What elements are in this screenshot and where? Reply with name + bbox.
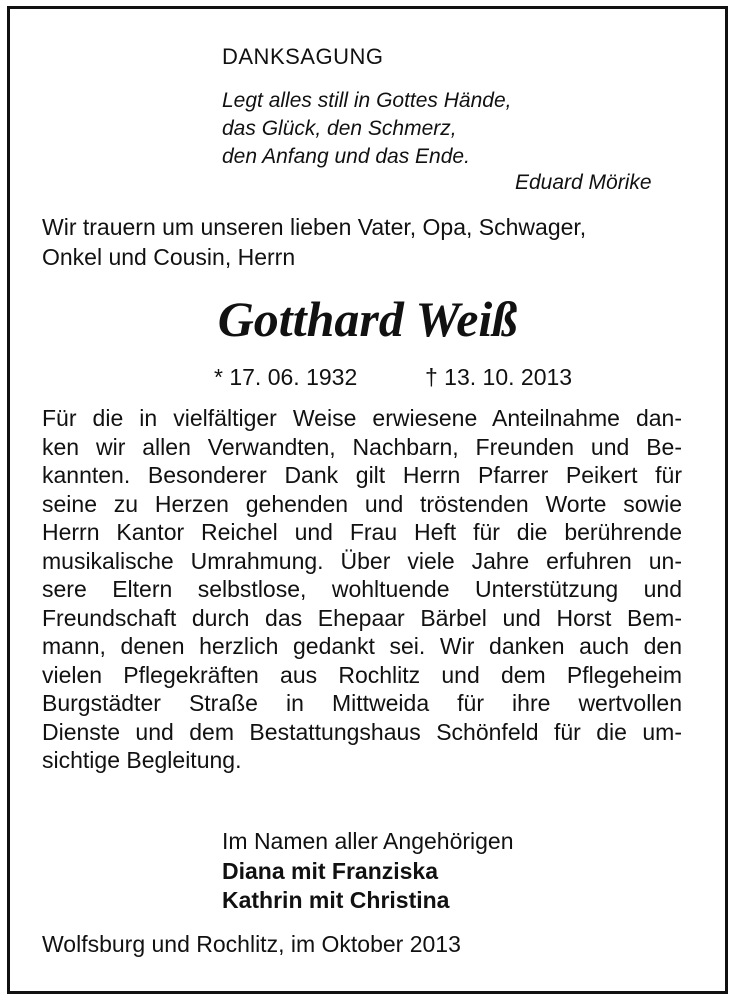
signature-intro: Im Namen aller Angehörigen — [222, 828, 514, 854]
paragraph-line: Freundschaft durch das Ehepaar Bärbel und Horst Bem- — [42, 604, 682, 631]
paragraph-line: vielen Pflegekräften aus Rochlitz und dem Pflegeheim — [42, 661, 682, 688]
paragraph-line: sichtige Begleitung. — [42, 747, 242, 773]
poem-line: Legt alles still in Gottes Hände, — [222, 89, 512, 112]
paragraph-line: Dienste und dem Bestattungshaus Schönfeld für die um- — [42, 718, 682, 745]
intro-line: Onkel und Cousin, Herrn — [42, 244, 296, 270]
paragraph-line: sere Eltern selbstlose, wohltuende Unterstützung und — [42, 576, 682, 602]
poem-line: das Glück, den Schmerz, — [222, 117, 457, 140]
thanks-paragraph — [42, 404, 682, 775]
paragraph-line: musikalische Umrahmung. Über viele Jahre erfuhren un- — [42, 547, 682, 574]
deceased-name: Gotthard Weiß — [217, 291, 518, 347]
intro-line: Wir trauern um unseren lieben Vater, Opa, Schwager, — [42, 214, 587, 240]
paragraph-line: Herrn Kantor Reichel und Frau Heft für die berührende — [42, 519, 682, 545]
poem-author: Eduard Mörike — [515, 171, 652, 194]
place-date: Wolfsburg und Rochlitz, im Oktober 2013 — [42, 931, 461, 957]
paragraph-line: Für die in vielfältiger Weise erwiesene Anteilnahme dan- — [42, 405, 682, 431]
paragraph-line: Burgstädter Straße in Mittweida für ihre wertvollen — [42, 690, 682, 716]
notice-heading: DANKSAGUNG — [222, 44, 384, 69]
poem-line: den Anfang und das Ende. — [222, 145, 470, 168]
birth-date: * 17. 06. 1932 — [214, 364, 358, 390]
paragraph-line: seine zu Herzen gehenden und tröstenden Worte sowie — [42, 490, 682, 517]
signature-name: Kathrin mit Christina — [222, 887, 450, 913]
paragraph-line: mann, denen herzlich gedankt sei. Wir danken auch den — [42, 633, 682, 659]
paragraph-line: ken wir allen Verwandten, Nachbarn, Freunden und Be- — [42, 433, 682, 460]
poem-quote — [222, 87, 512, 171]
signature-name: Diana mit Franziska — [222, 857, 439, 884]
intro-text — [42, 212, 586, 272]
death-date: † 13. 10. 2013 — [425, 364, 573, 390]
signature-block — [222, 827, 514, 916]
paragraph-line: kannten. Besonderer Dank gilt Herrn Pfarrer Peikert für — [42, 462, 682, 488]
